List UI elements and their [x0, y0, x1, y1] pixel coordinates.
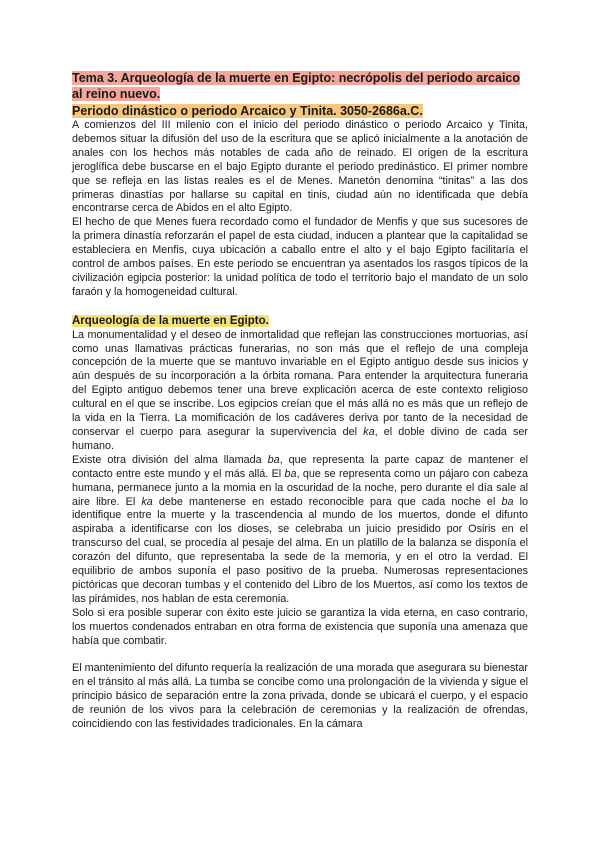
spacer: [72, 649, 528, 663]
section-paragraph-3: Solo si era posible superar con éxito este juicio se garantiza la vida eterna, en caso contrario, los muertos condenados entraban en otra forma de existencia que suponía una amenaza que había que combatir.: [72, 606, 528, 647]
document-title: Tema 3. Arqueología de la muerte en Egipto: necrópolis del periodo arcaico al reino nuevo.: [72, 71, 521, 101]
spacer: [72, 300, 528, 314]
intro-paragraph-2: El hecho de que Menes fuera recordado como el fundador de Menfis y que sus sucesores de la primera dinastía reforzarán el papel de esta ciudad, inducen a plantear que la capitalidad se estableciera en Menfis, cuya ubicación a caballo entre el alto y el bajo Egipto facilitaría el control de ambos países. En este periodo se encuentran ya asentados los rasgos típicos de la civilización egipcia posterior: la unidad política de todo el territorio bajo el mandato de un solo faraón y la homogeneidad cultural.: [72, 216, 528, 298]
ba-term: ba: [267, 453, 280, 466]
intro-paragraph-1: A comienzos del III milenio con el inicio del periodo dinástico o periodo Arcaico y Tinita, debemos situar la difusión del uso de la escritura que se aplicó inicialmente a la anotación de anales con los hechos más notables de cada año de reinado. El origen de la escritura jeroglífica debe buscarse en el bajo Egipto durante el periodo predinástico. El primer nombre que se refleja en las listas reales es el de Menes. Manetón denomina “tinitas” a las dos primeras dinastías por hallarse su capital en tinis, ciudad aún no identificada que debía encontrarse cerca de Abidos en el alto Egipto.: [72, 119, 528, 215]
section-paragraph-2: Existe otra división del alma llamada ba, que representa la parte capaz de mantener el contacto entre este mundo y el más allá. El ba, que se representa como un pájaro con cabeza humana, permanece junto a la momia en la oscuridad de la noche, pero durante el día sale al aire libre. El ka debe mantenerse en estado reconocible para que cada noche el ba lo identifique entre la muerte y la trascendencia al mundo de los muertos, donde el difunto aspiraba a identificarse con los dioses, se celebraba un juicio presidido por Osiris en el transcurso del cual, se procedía al pesaje del alma. En un platillo de la balanza se disponía el corazón del difunto, que representaba la sede de la memoria, y en el otro la verdad. El equilibrio de ambos suponía el paso positivo de la prueba. Numerosas representaciones pictóricas que decoran tumbas y el contenido del Libro de los Muertos, así como los textos de las pirámides, nos hablan de esta ceremonia.: [72, 453, 528, 605]
ka-term: ka: [363, 426, 375, 439]
section-paragraph-1: La monumentalidad y el deseo de inmortalidad que reflejan las construcciones mortuorias, así como unas llamativas prácticas funerarias, no son más que el reflejo de una compleja concepción de la muerte que se mantuvo invariable en el Egipto antiguo desde sus inicios y aún después de su incorporación a la órbita romana. Para entender la arquitectura funeraria del Egipto antiguo debemos tener una breve explicación acerca de este contexto religioso cultural en el que se inscribe. Los egipcios creían que el más allá no es más que un reflejo de la vida en la Tierra. La momificación de los cadáveres deriva por tanto de la necesidad de conservar el cuerpo para asegurar la supervivencia del ka, el doble divino de cada ser humano.: [72, 328, 528, 452]
section-paragraph-4: El mantenimiento del difunto requería la realización de una morada que asegurara su bienestar en el tránsito al más allá. La tumba se concibe como una prolongación de la vivienda y sigue el principio básico de separación entre la zona privada, donde se ubicará el cuerpo, y el espacio de reunión de los vivos para la celebración de ceremonias y la realización de ofrendas, coincidiendo con las festividades tradicionales. En la cámara: [72, 662, 528, 731]
ba-term: ba: [501, 495, 514, 508]
ba-term: ba: [284, 467, 297, 480]
ka-term: ka: [141, 495, 153, 508]
period-subtitle: Periodo dinástico o periodo Arcaico y Tinita. 3050-2686a.C.: [72, 104, 423, 118]
section-heading: Arqueología de la muerte en Egipto.: [72, 314, 269, 327]
document-page: [72, 70, 528, 732]
